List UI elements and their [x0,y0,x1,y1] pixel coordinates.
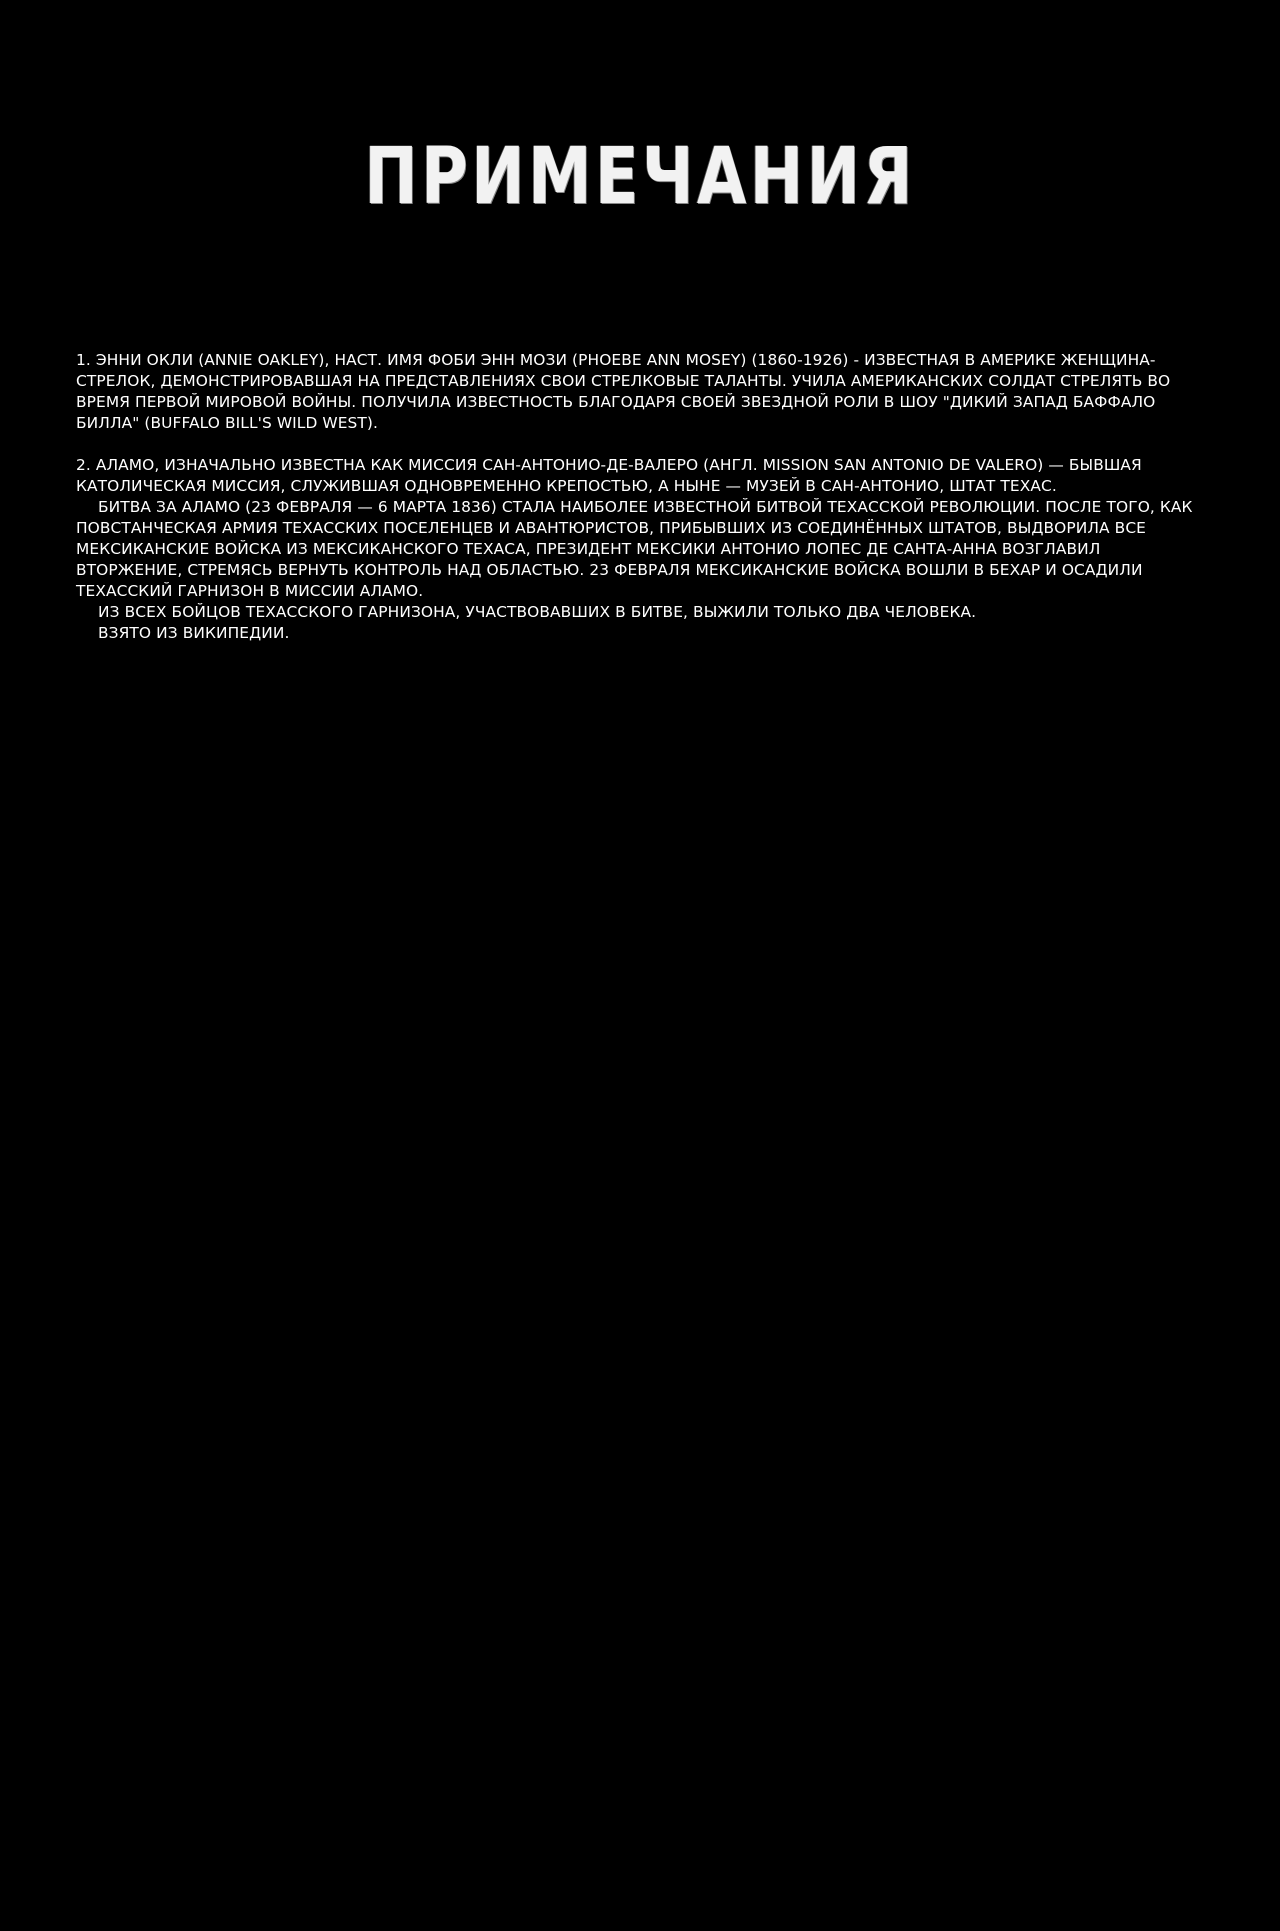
page-title: ПРИМЕЧАНИЯ [364,132,916,222]
note-2-paragraph-2: БИТВА ЗА АЛАМО (23 ФЕВРАЛЯ — 6 МАРТА 1836) СТАЛА НАИБОЛЕЕ ИЗВЕСТНОЙ БИТВОЙ ТЕХАССКОЙ РЕВОЛЮЦИИ. ПОСЛЕ ТОГО, КАК ПОВСТАНЧЕСКАЯ АРМИЯ ТЕХАССКИХ ПОСЕЛЕНЦЕВ И АВАНТЮРИСТОВ, ПРИБЫВШИХ ИЗ СОЕДИНЁННЫХ ШТАТОВ, ВЫДВОРИЛА ВСЕ МЕКСИКАНСКИЕ ВОЙСКА ИЗ МЕКСИКАНСКОГО ТЕХАСА, ПРЕЗИДЕНТ МЕКСИКИ АНТОНИО ЛОПЕС ДЕ САНТА-АННА ВОЗГЛАВИЛ ВТОРЖЕНИЕ, СТРЕМЯСЬ ВЕРНУТЬ КОНТРОЛЬ НАД ОБЛАСТЬЮ. 23 ФЕВРАЛЯ МЕКСИКАНСКИЕ ВОЙСКА ВОШЛИ В БЕХАР И ОСАДИЛИ ТЕХАССКИЙ ГАРНИЗОН В МИССИИ АЛАМО. [76,498,1193,600]
note-2-paragraph-3: ИЗ ВСЕХ БОЙЦОВ ТЕХАССКОГО ГАРНИЗОНА, УЧАСТВОВАВШИХ В БИТВЕ, ВЫЖИЛИ ТОЛЬКО ДВА ЧЕЛОВЕКА. [98,603,977,621]
note-1 [76,350,1206,434]
notes-list [76,350,1206,665]
note-2 [76,455,1206,644]
note-2-paragraph-1: 2. АЛАМО, ИЗНАЧАЛЬНО ИЗВЕСТНА КАК МИССИЯ САН-АНТОНИО-ДЕ-ВАЛЕРО (АНГЛ. MISSION SAN ANTONIO DE VALERO) — БЫВШАЯ КАТОЛИЧЕСКАЯ МИССИЯ, СЛУЖИВШАЯ ОДНОВРЕМЕННО КРЕПОСТЬЮ, А НЫНЕ — МУЗЕЙ В САН-АНТОНИО, ШТАТ ТЕХАС. [76,456,1142,495]
note-1-paragraph-1: 1. ЭННИ ОКЛИ (ANNIE OAKLEY), НАСТ. ИМЯ ФОБИ ЭНН МОЗИ (PHOEBE ANN MOSEY) (1860-1926) - ИЗВЕСТНАЯ В АМЕРИКЕ ЖЕНЩИНА-СТРЕЛОК, ДЕМОНСТРИРОВАВШАЯ НА ПРЕДСТАВЛЕНИЯХ СВОИ СТРЕЛКОВЫЕ ТАЛАНТЫ. УЧИЛА АМЕРИКАНСКИХ СОЛДАТ СТРЕЛЯТЬ ВО ВРЕМЯ ПЕРВОЙ МИРОВОЙ ВОЙНЫ. ПОЛУЧИЛА ИЗВЕСТНОСТЬ БЛАГОДАРЯ СВОЕЙ ЗВЕЗДНОЙ РОЛИ В ШОУ "ДИКИЙ ЗАПАД БАФФАЛО БИЛЛА" (BUFFALO BILL'S WILD WEST). [76,351,1171,432]
note-2-paragraph-4: ВЗЯТО ИЗ ВИКИПЕДИИ. [98,624,290,642]
